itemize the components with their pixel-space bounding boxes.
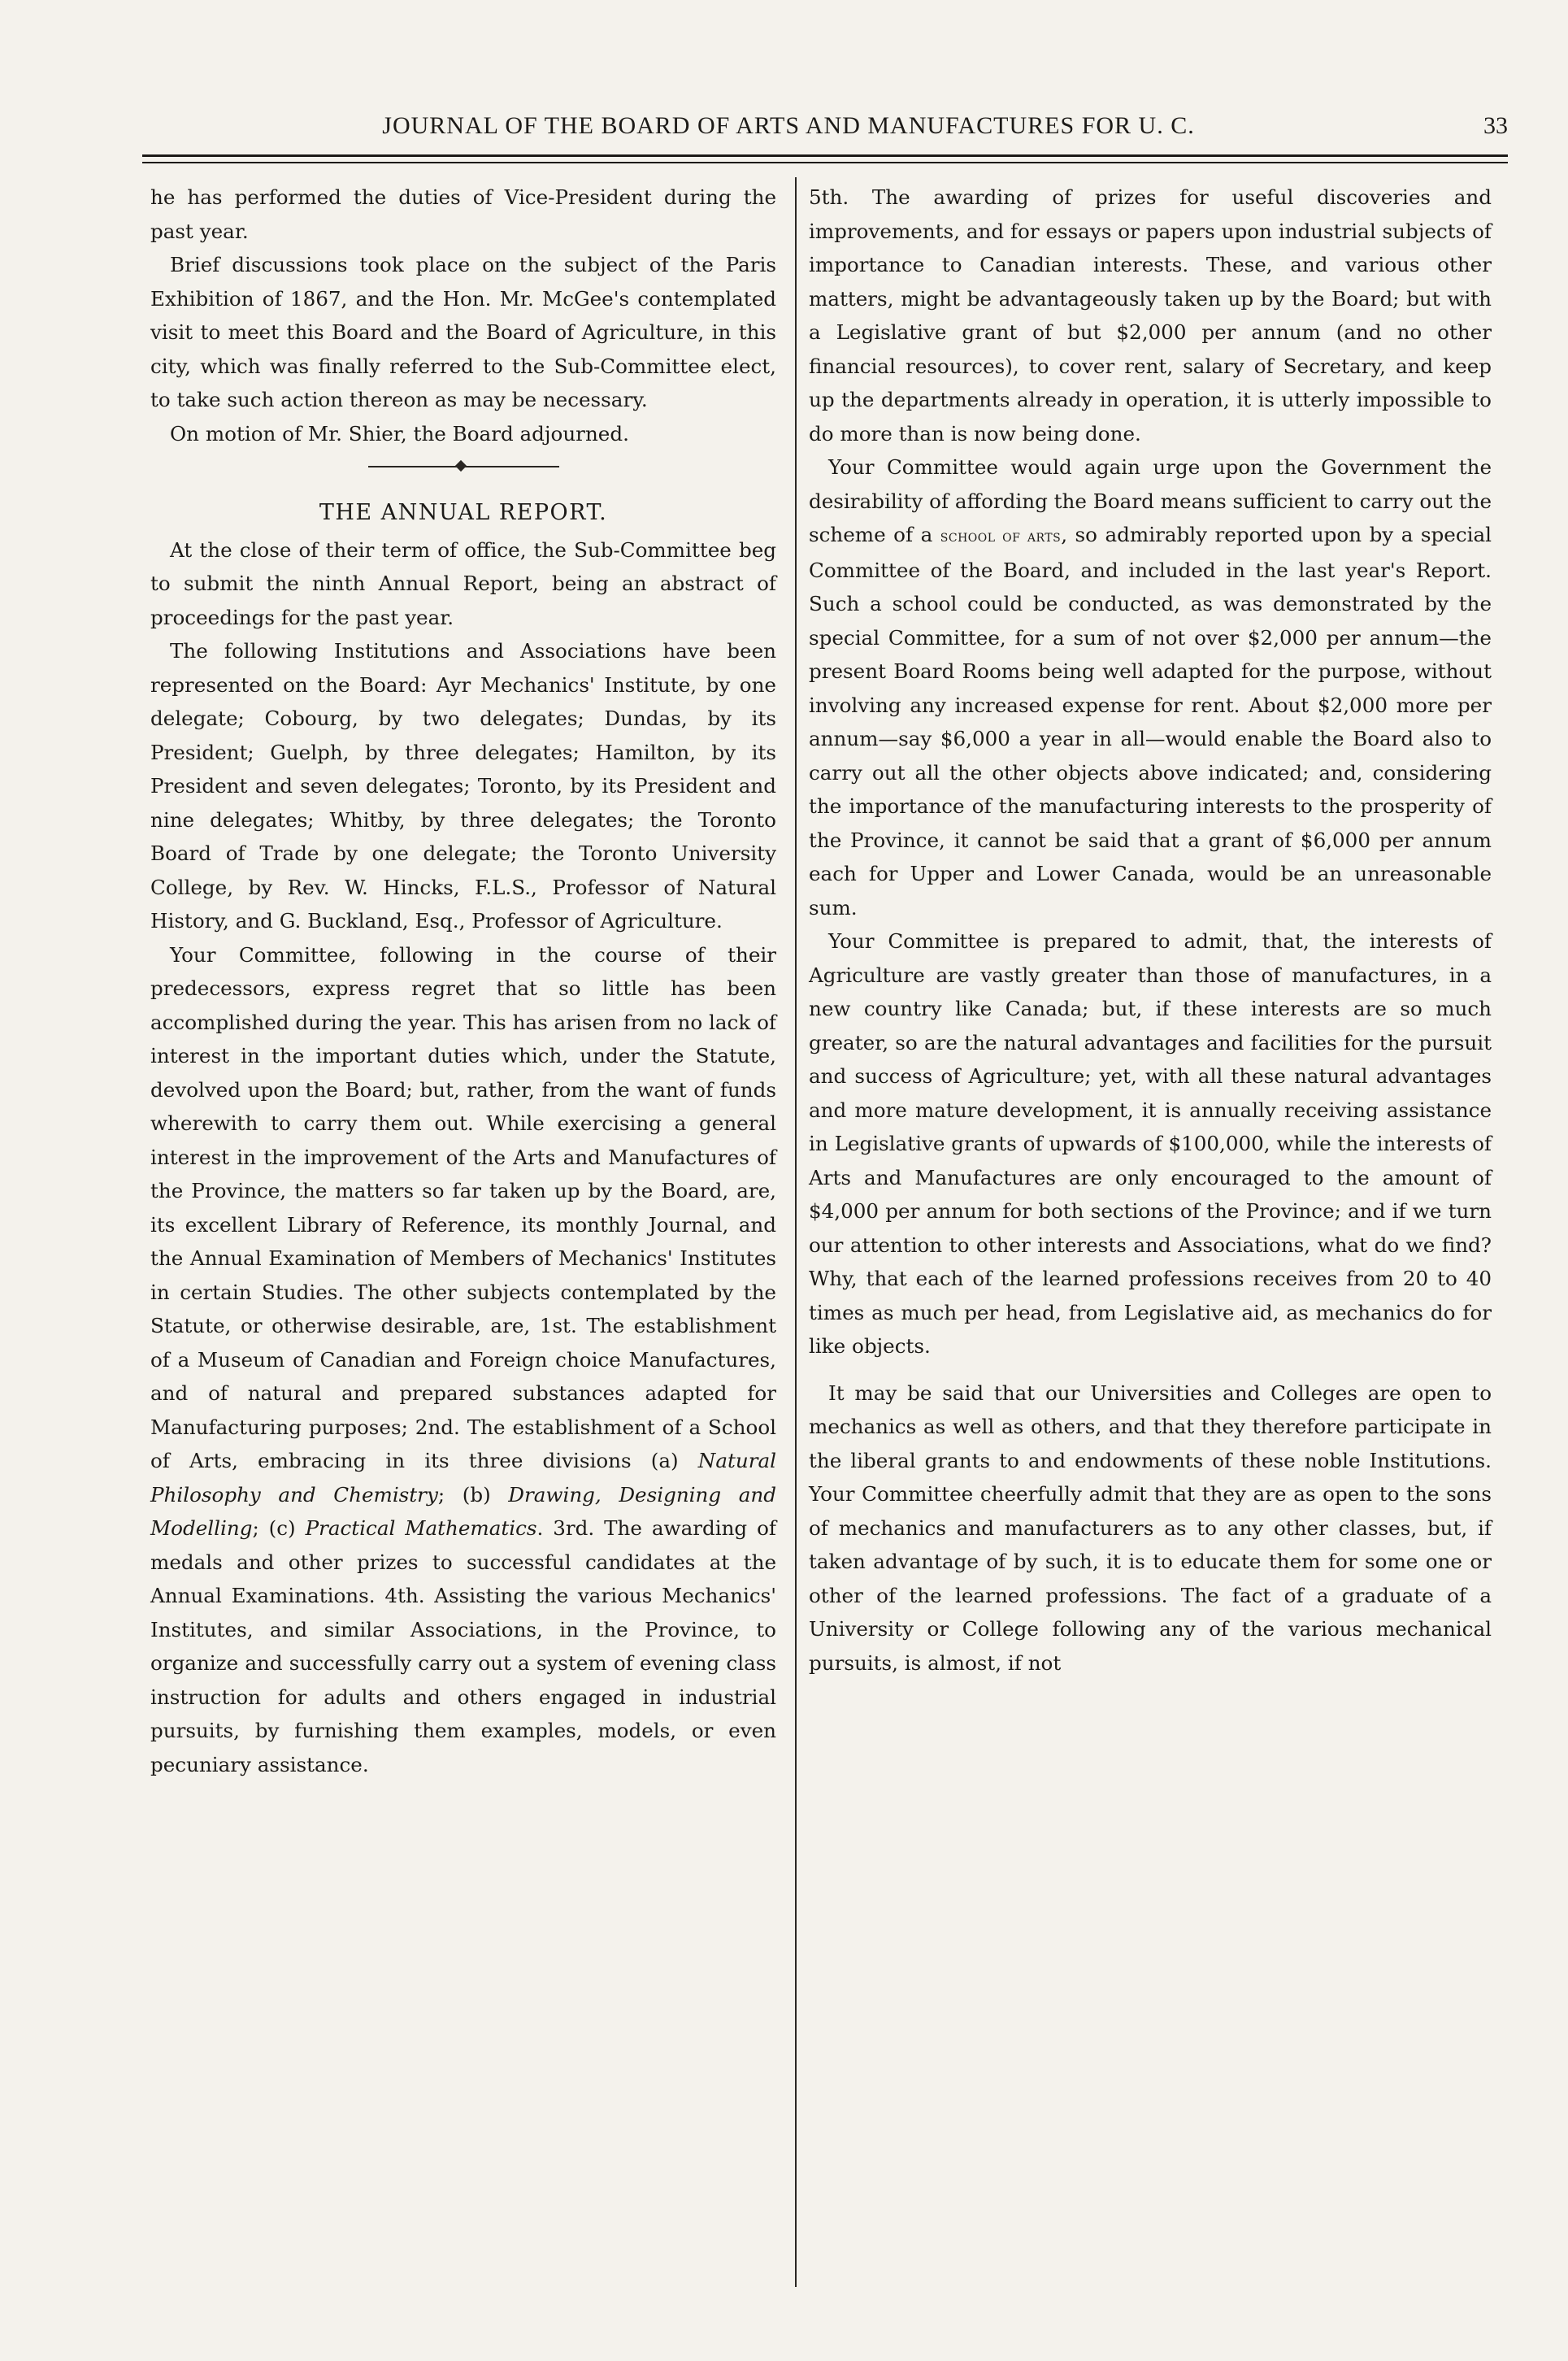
- header-rule-thin: [142, 162, 1508, 163]
- section-heading: THE ANNUAL REPORT.: [319, 500, 608, 525]
- paragraph: The following Institutions and Associations have been represented on the Board: Ayr Mechanics' Institute, by one delegate; Cobourg, by two delegates; Dundas, by its President; Guelph, by three delegates; Hamilton, by its President and seven delegates; Toronto, by its President and nine delegates; Whitby, by three delegates; the Toronto Board of Trade by one delegate; the Toronto University College, by Rev. W. Hincks, F.L.S., Professor of Natural History, and G. Buckland, Esq., Professor of Agriculture.: [150, 639, 776, 933]
- paragraph: Brief discussions took place on the subject of the Paris Exhibition of 1867, and the Hon. Mr. McGee's contemplated visit to meet this Board and the Board of Agriculture, in this city, which was finally referred to the Sub-Committee elect, to take such action thereon as may be necessary.: [150, 253, 776, 411]
- paragraph: On motion of Mr. Shier, the Board adjourned.: [170, 421, 629, 446]
- italic-text: Natural Philosophy and Chemistry: [150, 1449, 776, 1507]
- running-header: [142, 112, 1508, 150]
- left-column: [150, 180, 776, 1781]
- text-run: Your Committee would again urge upon the Government the desirability of affording the Board means sufficient to carry out the scheme of a: [809, 455, 1492, 546]
- text-run: . 3rd. The awarding of medals and other prizes to successful candidates at the Annual Examinations. 4th. Assisting the various Mechanics' Institutes, and similar Associations, in the Province, to organize and successfully carry out a system of evening class instruction for adults and others engaged in industrial pursuits, by furnishing them examples, models, or even pecuniary assistance.: [150, 1516, 776, 1776]
- text-run: Your Committee, following in the course of their predecessors, express regret that so little has been accomplished during the year. This has arisen from no lack of interest in the important duties which, under the Statute, devolved upon the Board; but, rather, from the want of funds wherewith to carry them out. While exercising a general interest in the improvement of the Arts and Manufactures of the Province, the matters so far taken up by the Board, are, its excellent Library of Reference, its monthly Journal, and the Annual Examination of Members of Mechanics' Institutes in certain Studies. The other subjects contemplated by the Statute, or otherwise desirable, are, 1st. The establishment of a Museum of Canadian and Foreign choice Manufactures, and of natural and prepared substances adapted for Manufacturing purposes; 2nd. The establishment of a School of Arts, embracing in its three divisions (a): [150, 942, 776, 1472]
- paragraph: he has performed the duties of Vice-President during the past year.: [150, 185, 776, 243]
- text-run: ; (c): [252, 1516, 296, 1540]
- text-run: ; (b): [437, 1482, 491, 1507]
- italic-text: Drawing, Designing and Modelling: [150, 1482, 776, 1540]
- paragraph: [809, 450, 1492, 924]
- small-caps-text: school of arts: [940, 526, 1062, 546]
- italic-text: Practical Mathematics: [305, 1516, 537, 1540]
- paragraph: Your Committee is prepared to admit, that, the interests of Agriculture are vastly greater than those of manufactures, in a new country like Canada; but, if these interests are so much greater, so are the natural advantages and facilities for the pursuit and success of Agriculture; yet, with all these natural advantages and more mature development, it is annually receiving assistance in Legislative grants of upwards of $100,000, while the interests of Arts and Manufactures are only encouraged to the amount of $4,000 per annum for both sections of the Province; and if we turn our attention to other interests and Associations, what do we find? Why, that each of the learned professions receives from 20 to 40 times as much per head, from Legislative aid, as mechanics do for like objects.: [809, 929, 1492, 1358]
- paragraph: [150, 938, 776, 1782]
- page-number: 33: [1483, 112, 1508, 139]
- section-divider: [368, 462, 559, 472]
- right-column: [809, 180, 1492, 1680]
- text-run: , so admirably reported upon by a special Committee of the Board, and included in the last year's Report. Such a school could be conducted, as was demonstrated by the special Committee, for a sum of not over $2,000 per annum—the present Board Rooms being well adapted for the purpose, without involving any increased expense for rent. About $2,000 more per annum—say $6,000 a year in all—would enable the Board also to carry out all the other objects above indicated; and, considering the importance of the manufacturing interests to the prosperity of the Province, it cannot be said that a grant of $6,000 per annum each for Upper and Lower Canada, would be an unreasonable sum.: [809, 523, 1492, 920]
- column-divider: [795, 177, 797, 2287]
- diamond-ornament-icon: [454, 460, 466, 472]
- journal-title: JOURNAL OF THE BOARD OF ARTS AND MANUFACTURES FOR U. C.: [382, 112, 1195, 139]
- header-rule-thick: [142, 154, 1508, 157]
- paragraph: 5th. The awarding of prizes for useful discoveries and improvements, and for essays or papers upon industrial subjects of importance to Canadian interests. These, and various other matters, might be advantageously taken up by the Board; but with a Legislative grant of but $2,000 per annum (and no other financial resources), to cover rent, salary of Secretary, and keep up the departments already in operation, it is utterly impossible to do more than is now being done.: [809, 185, 1492, 446]
- paragraph: It may be said that our Universities and Colleges are open to mechanics as well as others, and that they therefore participate in the liberal grants to and endowments of these noble Institutions. Your Committee cheerfully admit that they are as open to the sons of mechanics and manufacturers as to any other classes, but, if taken advantage of by such, it is to educate them for some one or other of the learned professions. The fact of a graduate of a University or College following any of the various mechanical pursuits, is almost, if not: [809, 1381, 1492, 1675]
- paragraph: At the close of their term of office, the Sub-Committee beg to submit the ninth Annual Report, being an abstract of proceedings for the past year.: [150, 537, 776, 629]
